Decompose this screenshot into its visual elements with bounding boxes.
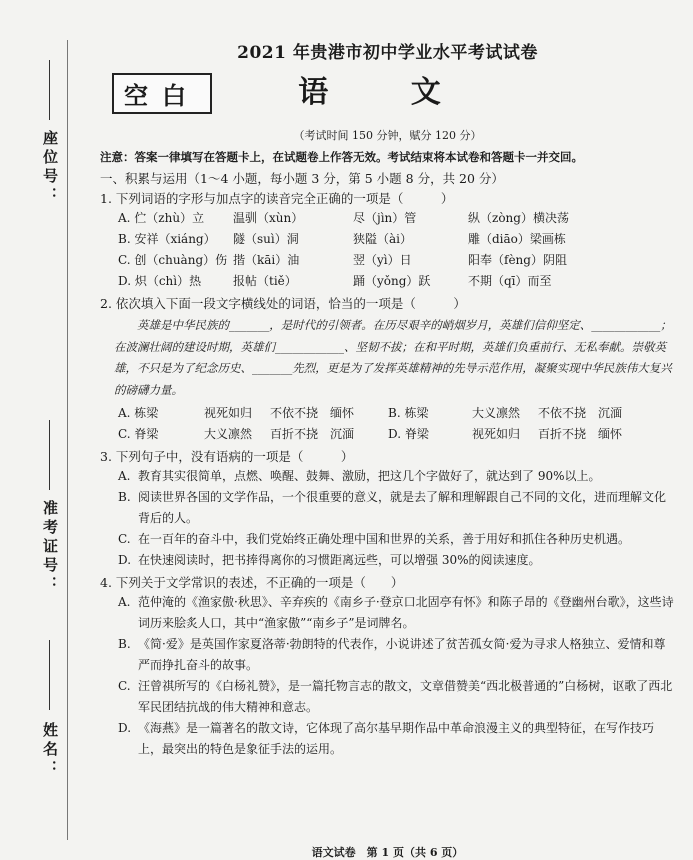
q3-option-b-label: B. bbox=[118, 490, 131, 504]
q2-option-a-label[interactable]: A. 栋梁 bbox=[118, 406, 159, 420]
q1-option-b-3: 狭隘（ài） bbox=[353, 232, 412, 246]
exam-page bbox=[100, 38, 675, 859]
ticket-number-label: 准考证号： bbox=[41, 500, 59, 595]
q2-option-c-3: 百折不挠 bbox=[270, 427, 319, 441]
q2-option-c-label[interactable]: C. 脊梁 bbox=[118, 427, 159, 441]
binding-line bbox=[67, 40, 68, 840]
blank-stamp: 空白 bbox=[112, 73, 212, 114]
q2-option-b-4: 沉湎 bbox=[598, 406, 623, 420]
q2-option-d-label[interactable]: D. 脊梁 bbox=[388, 427, 429, 441]
question-1-options bbox=[100, 208, 675, 292]
q2-option-a-4: 缅怀 bbox=[330, 406, 355, 420]
question-2-stem: 2. 依次填入下面一段文字横线处的词语，恰当的一项是（ ） bbox=[100, 296, 466, 311]
q1-option-c-1[interactable]: C. 创（chuàng）伤 bbox=[118, 253, 228, 267]
exam-info: （考试时间 150 分钟，赋分 120 分） bbox=[293, 129, 482, 142]
page-footer: 语文试卷 第 1 页（共 6 页） bbox=[311, 846, 464, 859]
q4-option-c-label: C. bbox=[118, 679, 131, 693]
question-3-stem: 3. 下列句子中，没有语病的一项是（ ） bbox=[100, 449, 354, 464]
q4-option-d-text: 《海燕》是一篇著名的散文诗，它体现了高尔基早期作品中革命浪漫主义的典型特征，在写作技巧上，最突出的特色是象征手法的运用。 bbox=[138, 721, 655, 756]
question-3 bbox=[100, 447, 675, 571]
exam-title: 2021 年贵港市初中学业水平考试试卷 bbox=[237, 43, 538, 63]
q4-option-b-label: B. bbox=[118, 637, 131, 651]
q4-option-c-text: 汪曾祺所写的《白杨礼赞》，是一篇托物言志的散文，文章借赞美“西北极普通的”白杨树，讴歌了西北军民团结抗战的伟大精神和意志。 bbox=[138, 679, 673, 714]
question-1 bbox=[100, 189, 675, 292]
q2-option-c-4: 沉湎 bbox=[330, 427, 355, 441]
q1-option-c-2: 揩（kāi）油 bbox=[233, 253, 300, 267]
question-2-options bbox=[100, 403, 675, 445]
q3-option-a-text: 教育其实很简单，点燃、唤醒、鼓舞、激励，把这几个字做好了，就达到了 90%以上。 bbox=[138, 469, 601, 483]
seat-number-blank[interactable] bbox=[49, 60, 50, 120]
binding-margin bbox=[0, 0, 78, 858]
q1-option-b-1[interactable]: B. 安祥（xiáng） bbox=[118, 232, 216, 246]
subject-row bbox=[100, 67, 675, 113]
q2-option-c-2: 大义凛然 bbox=[204, 427, 253, 441]
q3-option-d-label: D. bbox=[118, 553, 132, 567]
q3-option-a[interactable] bbox=[118, 466, 675, 487]
q1-option-a-4: 纵（zòng）横决荡 bbox=[468, 211, 569, 225]
q4-option-c[interactable] bbox=[118, 676, 675, 718]
seat-number-label: 座位号： bbox=[41, 130, 59, 206]
q3-option-a-label: A. bbox=[118, 469, 131, 483]
q1-option-c-3: 翌（yì）日 bbox=[353, 253, 412, 267]
q4-option-d[interactable] bbox=[118, 718, 675, 760]
q1-option-a-1[interactable]: A. 伫（zhù）立 bbox=[118, 211, 205, 225]
q1-option-c-4: 阳奉（fèng）阴阻 bbox=[468, 253, 567, 267]
name-blank[interactable] bbox=[49, 640, 50, 710]
q2-option-a-2: 视死如归 bbox=[204, 406, 253, 420]
question-2-passage: 英雄是中华民族的_______，是时代的引领者。在历尽艰辛的峭烟岁月，英雄们信仰坚定、____________；在波澜壮阔的建设时期，英雄们____________、坚韧不拔；在和平时期，英雄们负重前行、无私奉献。崇敬英雄，不只是为了纪念历史、_______先烈，更是为了发挥英雄精神的先导示范作用，凝聚实现中华民族伟大复兴的磅礴力量。 bbox=[114, 318, 672, 397]
q2-option-b-label[interactable]: B. 栋梁 bbox=[388, 406, 429, 420]
q3-option-b-text: 阅读世界各国的文学作品，一个很重要的意义，就是去了解和理解跟自己不同的文化，进而理解文化背后的人。 bbox=[138, 490, 667, 525]
q4-option-a[interactable] bbox=[118, 592, 675, 634]
q1-option-a-2: 温驯（xùn） bbox=[233, 211, 304, 225]
q2-option-d-3: 百折不挠 bbox=[538, 427, 587, 441]
q2-option-b-3: 不依不挠 bbox=[538, 406, 587, 420]
q3-option-c-text: 在一百年的奋斗中，我们党始终正确处理中国和世界的关系，善于用好和抓住各种历史机遇。 bbox=[138, 532, 631, 546]
q3-option-b[interactable] bbox=[118, 487, 675, 529]
q3-option-d-text: 在快速阅读时，把书捧得离你的习惯距离远些，可以增强 30%的阅读速度。 bbox=[138, 553, 541, 567]
subject-title: 语 文 bbox=[298, 75, 477, 110]
q2-option-d-2: 视死如归 bbox=[472, 427, 521, 441]
q3-option-c[interactable] bbox=[118, 529, 675, 550]
q4-option-a-text: 范仲淹的《渔家傲·秋思》、辛弃疾的《南乡子·登京口北固亭有怀》和陈子昂的《登幽州台歌》，这些诗词历来脍炙人口，其中“渔家傲”“南乡子”是词牌名。 bbox=[138, 595, 674, 630]
q4-option-b[interactable] bbox=[118, 634, 675, 676]
q2-option-a-3: 不依不挠 bbox=[270, 406, 319, 420]
section-heading: 一、积累与运用（1～4 小题，每小题 3 分，第 5 小题 8 分，共 20 分） bbox=[100, 171, 504, 186]
q1-option-b-2: 隧（suì）洞 bbox=[233, 232, 299, 246]
q4-option-b-text: 《简·爱》是英国作家夏洛蒂·勃朗特的代表作，小说讲述了贫苦孤女简·爱为寻求人格独立、爱情和尊严而挣扎奋斗的故事。 bbox=[138, 637, 666, 672]
q4-option-a-label: A. bbox=[118, 595, 131, 609]
q3-option-d[interactable] bbox=[118, 550, 675, 571]
name-label: 姓名： bbox=[41, 722, 59, 779]
q1-option-d-1[interactable]: D. 炽（chì）热 bbox=[118, 274, 202, 288]
question-3-options bbox=[100, 466, 675, 571]
q1-option-b-4: 雕（diāo）梁画栋 bbox=[468, 232, 566, 246]
q1-option-d-4: 不期（qī）而至 bbox=[468, 274, 552, 288]
question-1-stem: 1. 下列词语的字形与加点字的读音完全正确的一项是（ ） bbox=[100, 191, 454, 206]
q4-option-d-label: D. bbox=[118, 721, 132, 735]
question-4-options bbox=[100, 592, 675, 760]
question-2 bbox=[100, 294, 675, 445]
q1-option-a-3: 尽（jìn）管 bbox=[353, 211, 417, 225]
q2-option-d-4: 缅怀 bbox=[598, 427, 623, 441]
question-4 bbox=[100, 573, 675, 760]
q1-option-d-3: 踊（yǒng）跃 bbox=[353, 274, 431, 288]
q3-option-c-label: C. bbox=[118, 532, 131, 546]
ticket-number-blank[interactable] bbox=[49, 420, 50, 490]
exam-notice: 注意：答案一律填写在答题卡上，在试题卷上作答无效。考试结束将本试卷和答题卡一并交回。 bbox=[100, 150, 583, 164]
question-4-stem: 4. 下列关于文学常识的表述，不正确的一项是（ ） bbox=[100, 575, 404, 590]
q1-option-d-2: 报帖（tiě） bbox=[233, 274, 297, 288]
q2-option-b-2: 大义凛然 bbox=[472, 406, 521, 420]
